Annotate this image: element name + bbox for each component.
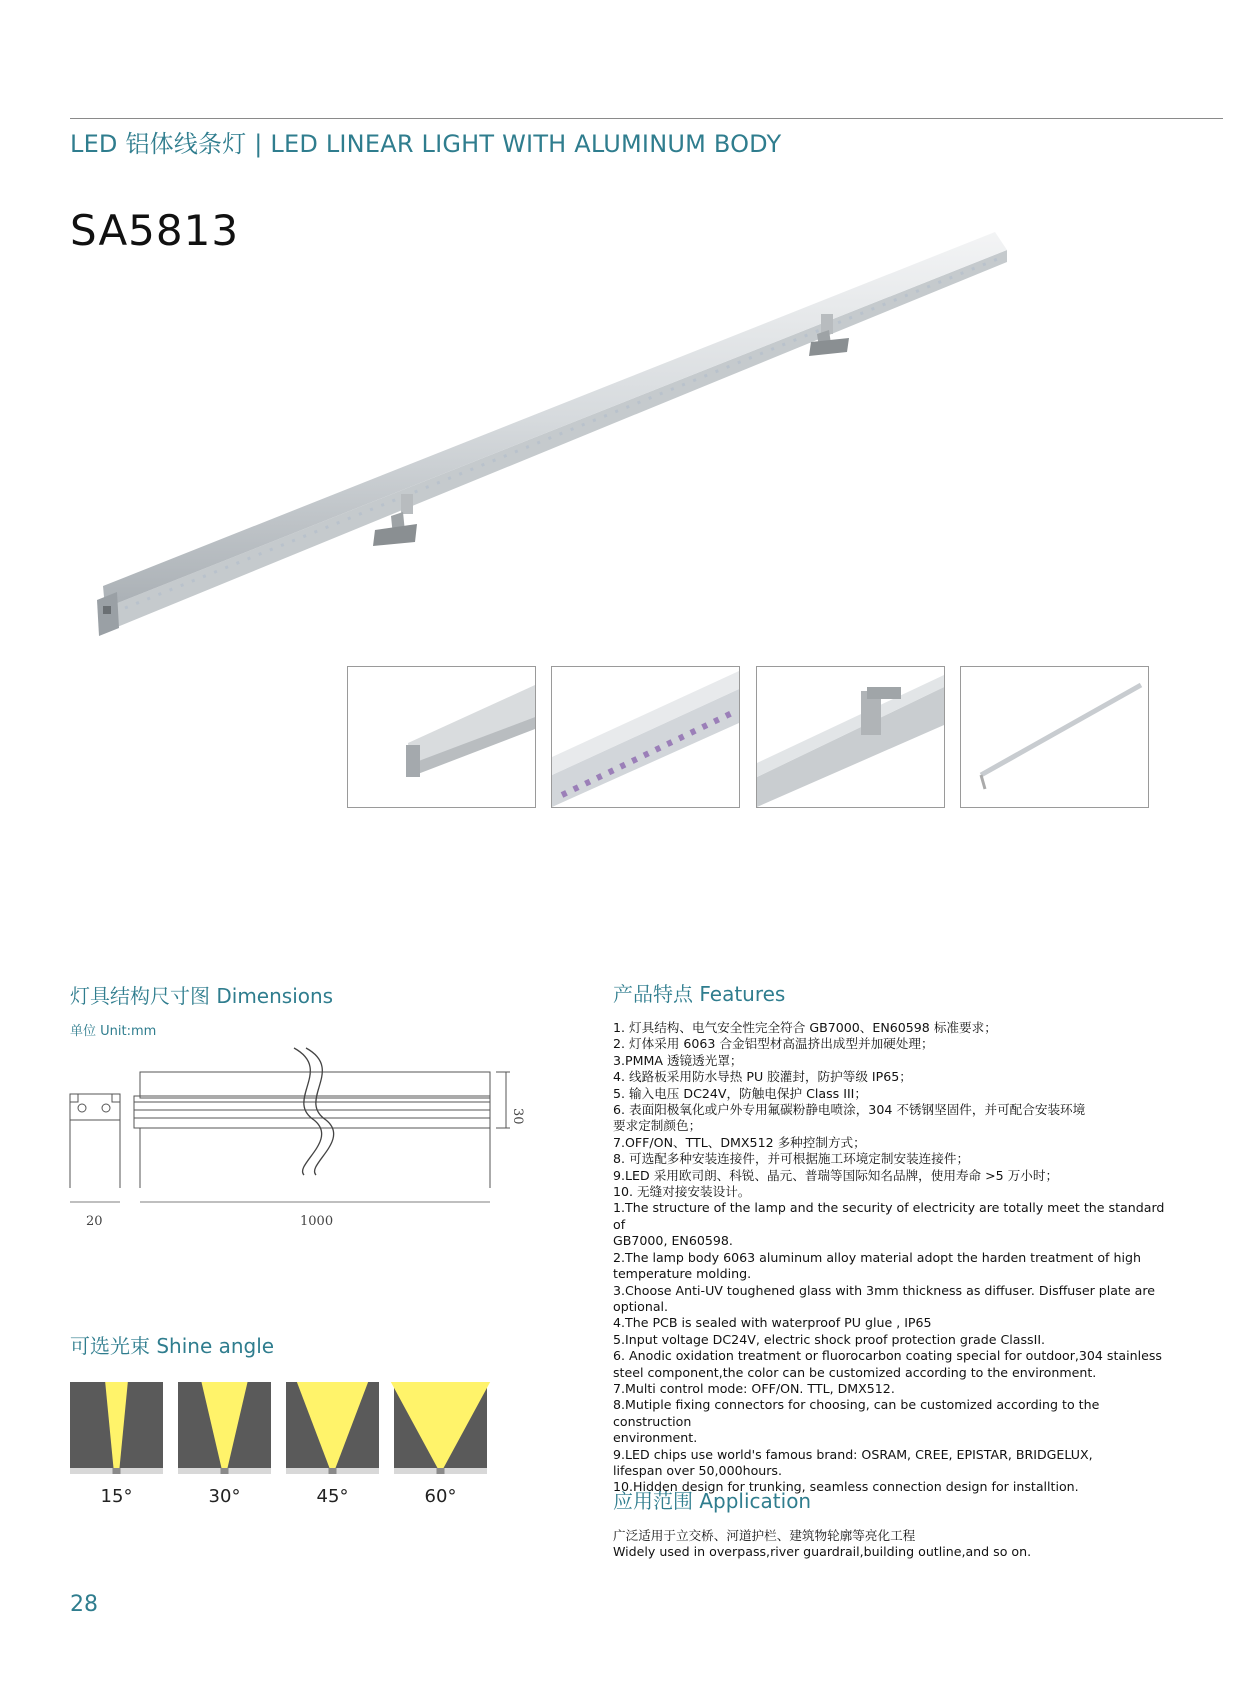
dimension-drawing [64, 1040, 525, 1230]
model-title: SA5813 [70, 206, 240, 255]
application-text-en: Widely used in overpass,river guardrail,building outline,and so on. [613, 1544, 1032, 1559]
feature-line: 1. 灯具结构、电气安全性完全符合 GB7000、EN60598 标准要求； [613, 1020, 997, 1035]
dimension-width-label: 20 [86, 1214, 103, 1229]
features-list [613, 1020, 1173, 1496]
feature-line: 6. Anodic oxidation treatment or fluorocarbon coating special for outdoor,304 stainless [613, 1348, 1162, 1364]
feature-line: 要求定制颜色； [613, 1118, 702, 1134]
feature-line: 8.Mutiple fixing connectors for choosing, can be customized according to the construction [613, 1397, 1100, 1429]
shine-angle-tile [286, 1382, 379, 1474]
feature-line: GB7000, EN60598. [613, 1233, 733, 1249]
dimension-height-label: 30 [510, 1108, 525, 1125]
dimensions-heading: 灯具结构尺寸图 Dimensions [70, 984, 334, 1008]
feature-line: 7.OFF/ON、TTL、DMX512 多种控制方式； [613, 1134, 866, 1150]
feature-line: 9.LED chips use world's famous brand: OSRAM, CREE, EPISTAR, BRIDGELUX, [613, 1446, 1093, 1462]
feature-line: 5.Input voltage DC24V, electric shock proof protection grade ClassII. [613, 1331, 1046, 1347]
header-rule [70, 118, 1223, 119]
feature-line: 8. 可选配多种安装连接件，并可根据施工环境定制安装连接件； [613, 1151, 970, 1167]
thumbnail-end-cap [347, 666, 536, 808]
dimensions-unit: 单位 Unit:mm [70, 1024, 157, 1039]
shine-angle-label: 15° [100, 1486, 133, 1507]
feature-line: 1.The structure of the lamp and the security of electricity are totally meet the standard of [613, 1200, 1165, 1232]
thumbnail-led-chips [551, 666, 740, 808]
feature-line: 3.Choose Anti-UV toughened glass with 3mm thickness as diffuser. Disffuser plate are [613, 1282, 1156, 1298]
application-text-zh: 广泛适用于立交桥、河道护栏、建筑物轮廓等亮化工程 [613, 1528, 916, 1543]
shine-angle-row [70, 1382, 480, 1507]
shine-angle-label: 60° [424, 1486, 457, 1507]
shine-angle-label: 45° [316, 1486, 349, 1507]
thumbnail-mounting-bracket [756, 666, 945, 808]
feature-line: 5. 输入电压 DC24V，防触电保护 Class III； [613, 1085, 867, 1101]
page-number: 28 [70, 1592, 98, 1617]
feature-line: 2. 灯体采用 6063 合金铝型材高温挤出成型并加硬处理； [613, 1036, 934, 1052]
feature-line: 6. 表面阳极氧化或户外专用氟碳粉静电喷涂，304 不锈钢坚固件，并可配合安装环境 [613, 1102, 1086, 1118]
feature-line: 9.LED 采用欧司朗、科锐、晶元、普瑞等国际知名品牌，使用寿命 >5 万小时； [613, 1167, 1059, 1183]
shine-angle-tile [178, 1382, 271, 1474]
feature-line: 3.PMMA 透镜透光罩； [613, 1052, 743, 1068]
feature-line: 10.Hidden design for trunking, seamless connection design for installtion. [613, 1479, 1079, 1495]
shine-angle-tile [394, 1382, 487, 1474]
shine-angle-heading: 可选光束 Shine angle [70, 1334, 275, 1358]
features-heading: 产品特点 Features [613, 982, 786, 1006]
feature-line: 4. 线路板采用防水导热 PU 胶灌封，防护等级 IP65； [613, 1069, 912, 1085]
feature-line: steel component,the color can be customized according to the environment. [613, 1364, 1097, 1380]
application-heading: 应用范围 Application [613, 1489, 812, 1513]
shine-angle-label: 30° [208, 1486, 241, 1507]
feature-line: 10. 无缝对接安装设计。 [613, 1184, 751, 1200]
thumbnail-full-length [960, 666, 1149, 808]
shine-angle-tile [70, 1382, 163, 1474]
dimension-length-label: 1000 [300, 1214, 334, 1229]
feature-line: 4.The PCB is sealed with waterproof PU glue , IP65 [613, 1315, 932, 1331]
feature-line: 7.Multi control mode: OFF/ON. TTL, DMX512. [613, 1380, 895, 1396]
feature-line: temperature molding. [613, 1266, 752, 1282]
feature-line: 2.The lamp body 6063 aluminum alloy material adopt the harden treatment of high [613, 1249, 1141, 1265]
feature-line: optional. [613, 1298, 669, 1314]
category-title: LED 铝体线条灯 | LED LINEAR LIGHT WITH ALUMINUM BODY [70, 130, 782, 158]
product-hero-image [95, 228, 1085, 678]
feature-line: lifespan over 50,000hours. [613, 1462, 783, 1478]
feature-line: environment. [613, 1430, 698, 1446]
